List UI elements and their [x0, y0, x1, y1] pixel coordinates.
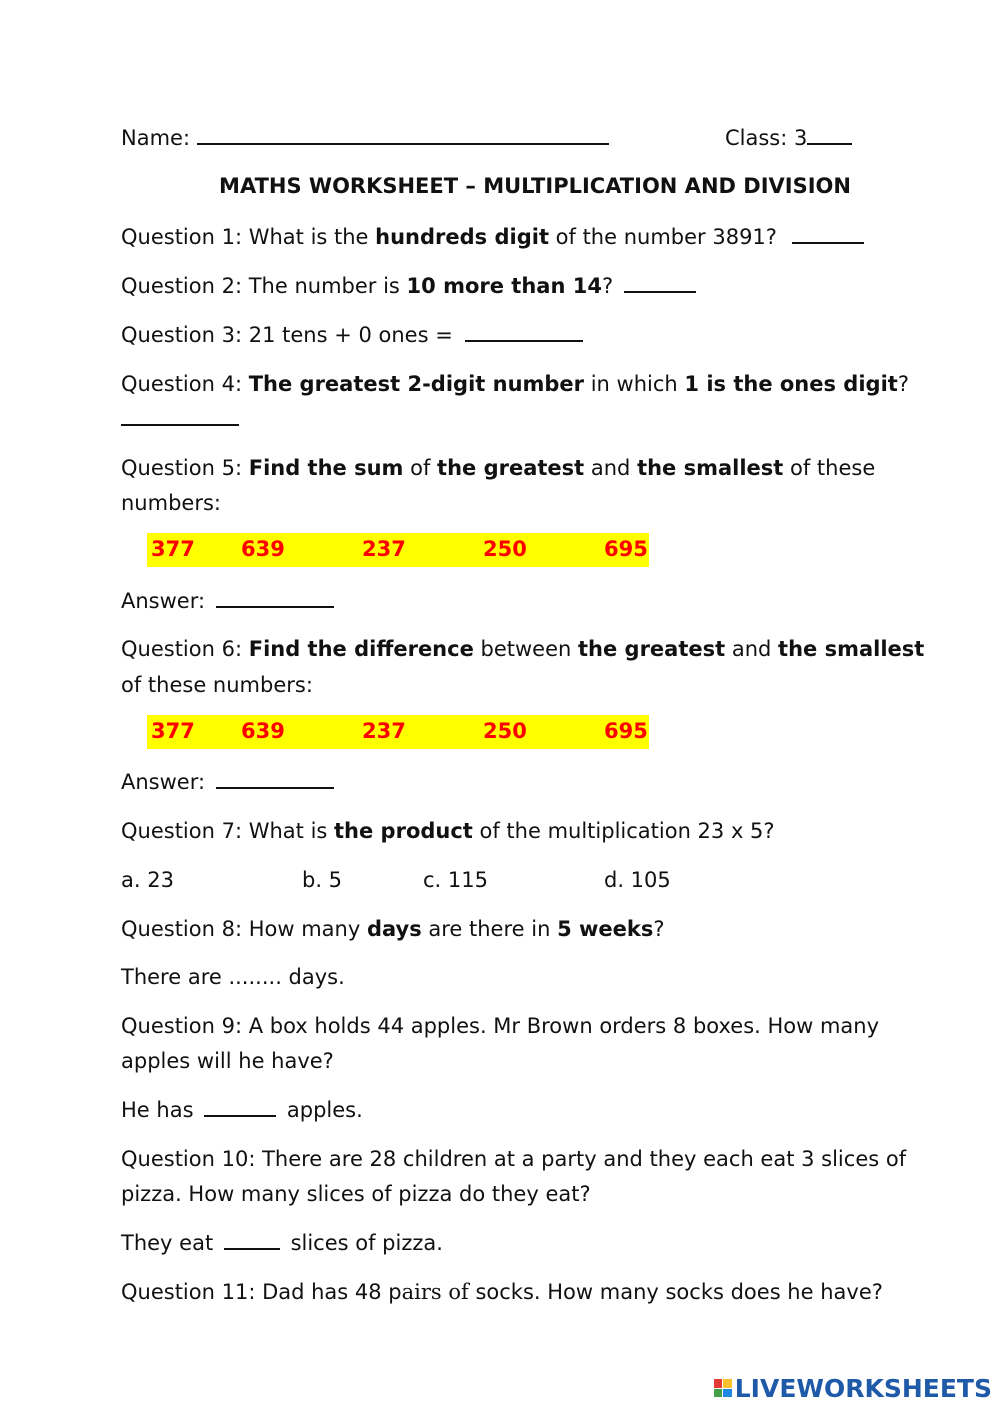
- q9-answer-text-end: apples.: [286, 1098, 363, 1122]
- question-11: [121, 1279, 883, 1305]
- q4-bold-1: The greatest 2-digit number: [248, 372, 585, 396]
- q5-number: 237: [362, 537, 406, 561]
- q6-bold-3: the smallest: [778, 637, 925, 661]
- q5-number: 250: [483, 537, 527, 561]
- q4-bold-2: 1 is the ones digit: [684, 372, 898, 396]
- q5-bold-3: the smallest: [637, 456, 784, 480]
- q4-answer-blank[interactable]: [121, 406, 239, 426]
- q5-answer-row: [121, 588, 334, 614]
- q6-text-3: and: [725, 637, 779, 661]
- name-label: Name:: [121, 126, 191, 150]
- q2-text: Question 2: The number is: [121, 274, 407, 298]
- q3-answer-blank[interactable]: [465, 322, 583, 342]
- q6-number: 695: [604, 719, 648, 743]
- q1-answer-blank[interactable]: [792, 224, 864, 244]
- q11-text: Question 11: Dad has 48 p: [121, 1280, 402, 1304]
- q8-text-end: ?: [653, 917, 665, 941]
- q6-number: 250: [483, 719, 527, 743]
- q7-option-d[interactable]: d. 105: [604, 868, 671, 892]
- q4-answer-row: [121, 406, 239, 432]
- q5-number: 695: [604, 537, 648, 561]
- question-1: [121, 224, 864, 250]
- q5-number-strip: [147, 533, 649, 567]
- q5-answer-blank[interactable]: [216, 588, 334, 608]
- q5-line-2: numbers:: [121, 491, 221, 515]
- logo-grid-icon: [714, 1379, 732, 1397]
- q8-bold-1: days: [366, 917, 422, 941]
- name-row: [121, 125, 609, 151]
- q5-text: Question 5:: [121, 456, 249, 480]
- q10-answer-blank[interactable]: [224, 1230, 280, 1250]
- q7-option-c[interactable]: c. 115: [423, 868, 488, 892]
- class-label: Class: 3: [725, 126, 808, 150]
- q10-answer-row: [121, 1230, 443, 1256]
- q1-bold: hundreds digit: [375, 225, 549, 249]
- q6-answer-blank[interactable]: [216, 769, 334, 789]
- q2-text-end: ?: [601, 274, 614, 298]
- class-row: [725, 125, 852, 151]
- q3-text: Question 3: 21 tens + 0 ones =: [121, 323, 453, 347]
- q5-bold-2: the greatest: [437, 456, 585, 480]
- q5-text-3: and: [584, 456, 638, 480]
- q6-line-2: of these numbers:: [121, 673, 313, 697]
- q8-answer[interactable]: There are ........ days.: [121, 965, 345, 989]
- q11-text-serif: airs of: [401, 1280, 476, 1304]
- q6-answer-row: [121, 769, 334, 795]
- q4-text-end: ?: [897, 372, 909, 396]
- q5-answer-label: Answer:: [121, 589, 206, 613]
- q1-text: Question 1: What is the: [121, 225, 376, 249]
- q10-answer-text-end: slices of pizza.: [290, 1231, 443, 1255]
- question-8: [121, 916, 665, 942]
- q7-text-end: of the multiplication 23 x 5?: [472, 819, 775, 843]
- q7-text: Question 7: What is: [121, 819, 335, 843]
- q6-bold-2: the greatest: [578, 637, 726, 661]
- question-7: [121, 818, 775, 844]
- question-9-line-1: Question 9: A box holds 44 apples. Mr Brown orders 8 boxes. How many: [121, 1014, 880, 1038]
- q5-number: 639: [241, 537, 285, 561]
- question-6: [121, 636, 924, 662]
- q5-text-4: of these: [783, 456, 876, 480]
- q8-text: Question 8: How many: [121, 917, 367, 941]
- q5-text-2: of: [403, 456, 438, 480]
- question-10-line-2: pizza. How many slices of pizza do they eat?: [121, 1182, 591, 1206]
- q5-bold-1: Find the sum: [248, 456, 404, 480]
- logo-text: LIVEWORKSHEETS: [734, 1373, 992, 1403]
- q6-number: 237: [362, 719, 406, 743]
- question-10-line-1: Question 10: There are 28 children at a party and they each eat 3 slices of: [121, 1147, 907, 1171]
- worksheet-title: MATHS WORKSHEET – MULTIPLICATION AND DIVISION: [219, 174, 851, 198]
- q6-number: 377: [151, 719, 195, 743]
- class-blank[interactable]: [807, 125, 852, 145]
- q1-text-end: of the number 3891?: [548, 225, 777, 249]
- q2-bold: 10 more than 14: [406, 274, 602, 298]
- q11-text-end: socks. How many socks does he have?: [475, 1280, 883, 1304]
- name-blank[interactable]: [197, 125, 609, 145]
- q4-text: Question 4:: [121, 372, 249, 396]
- q6-number-strip: [147, 715, 649, 749]
- q4-text-mid: in which: [584, 372, 685, 396]
- q2-answer-blank[interactable]: [624, 273, 696, 293]
- question-2: [121, 273, 696, 299]
- q7-option-b[interactable]: b. 5: [302, 868, 343, 892]
- q5-number: 377: [151, 537, 195, 561]
- q8-text-2: are there in: [421, 917, 558, 941]
- question-9-line-2: apples will he have?: [121, 1049, 334, 1073]
- q6-text: Question 6:: [121, 637, 249, 661]
- q9-answer-blank[interactable]: [204, 1097, 276, 1117]
- q9-answer-row: [121, 1097, 363, 1123]
- question-5: [121, 455, 875, 481]
- q6-answer-label: Answer:: [121, 770, 206, 794]
- question-4: [121, 371, 909, 397]
- q7-option-a[interactable]: a. 23: [121, 868, 174, 892]
- q7-bold: the product: [334, 819, 473, 843]
- q6-number: 639: [241, 719, 285, 743]
- q8-bold-2: 5 weeks: [557, 917, 654, 941]
- q10-answer-text: They eat: [121, 1231, 214, 1255]
- q9-answer-text: He has: [121, 1098, 194, 1122]
- q6-text-2: between: [473, 637, 578, 661]
- liveworksheets-logo: [714, 1373, 992, 1403]
- q6-bold-1: Find the difference: [248, 637, 474, 661]
- question-3: [121, 322, 583, 348]
